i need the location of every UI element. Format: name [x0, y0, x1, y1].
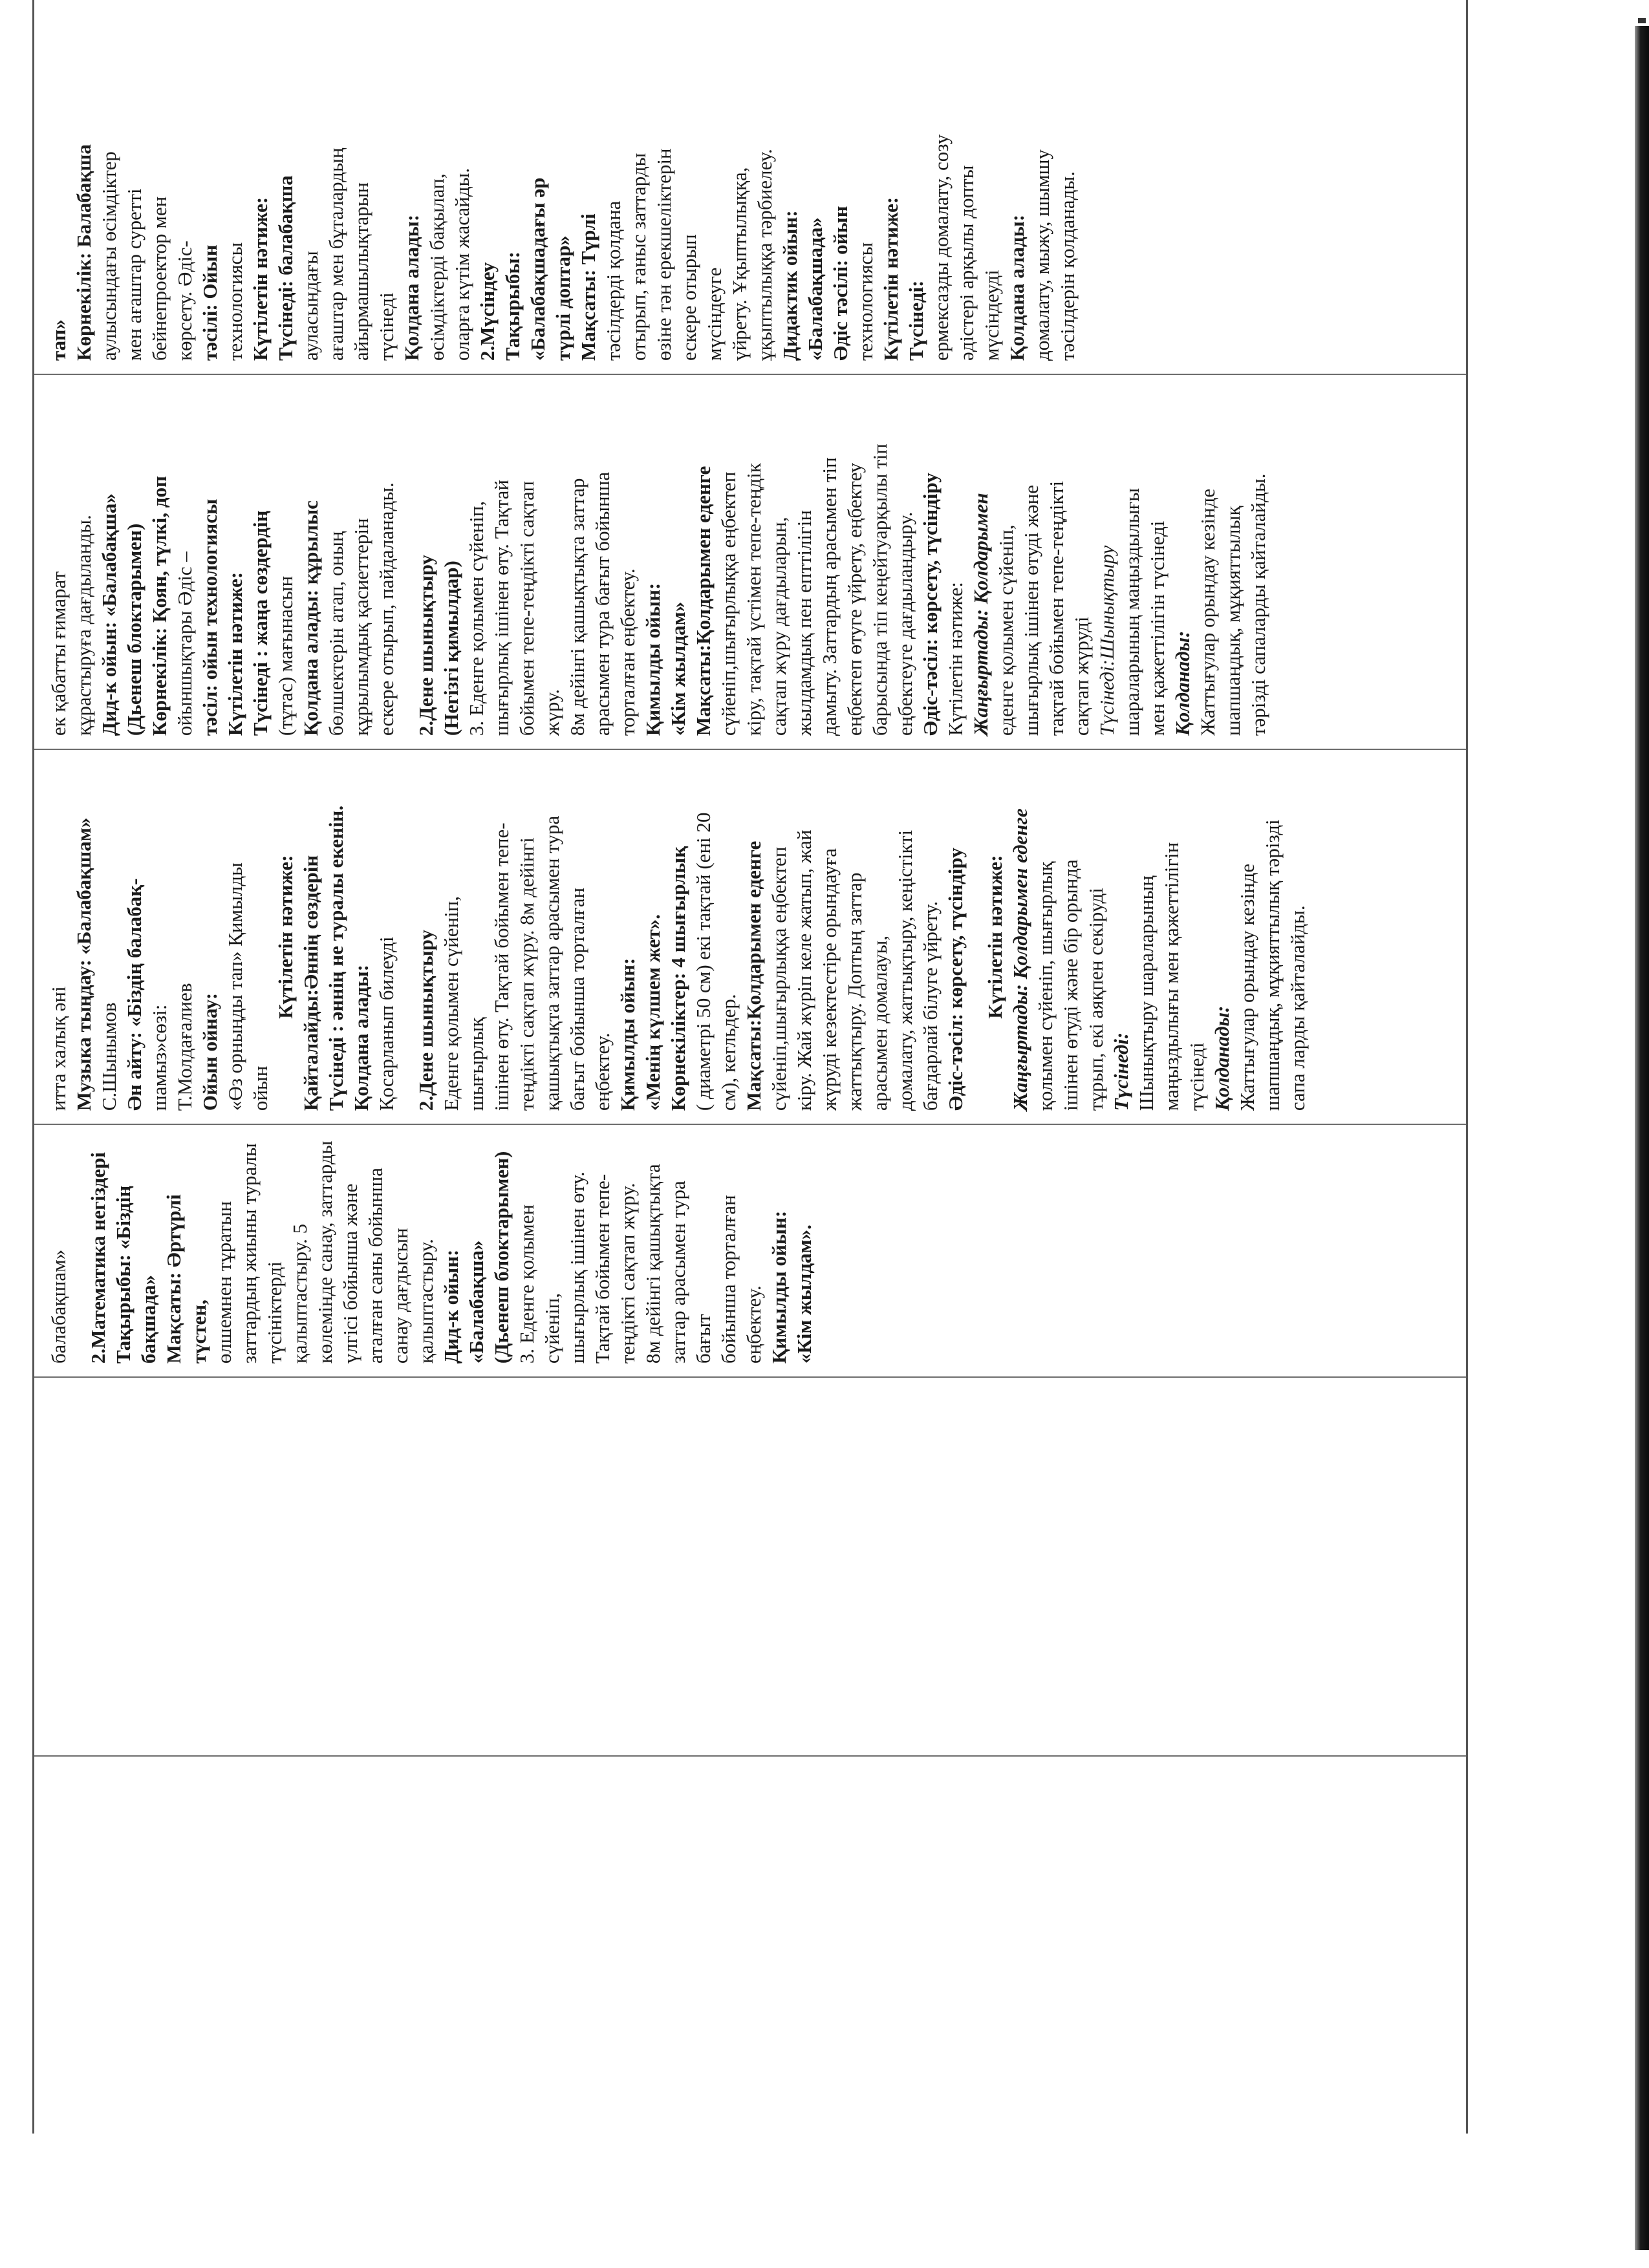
- text-line: бойынша торталған: [717, 1195, 740, 1364]
- text-line: бағыт бойынша торталған: [566, 887, 588, 1111]
- text-line: «Балабақшада»: [804, 217, 826, 361]
- text-line: Күтілетін нәтиже:: [984, 855, 1006, 1019]
- text-line: еңбектеу.: [742, 1285, 765, 1364]
- text-line: сүйеніп,шығырлыққа еңбектеп: [717, 471, 740, 736]
- text-line: итта халық әні: [47, 986, 70, 1111]
- text-line: Күтілетін нәтиже:: [274, 855, 297, 1019]
- text-line: шамыз»сөзі:: [148, 1004, 171, 1111]
- text-line: тәсілі: Ойын: [199, 244, 221, 361]
- text-line: маңыздылығы мен қажеттілігін: [1160, 842, 1183, 1111]
- column-music-pe-lesson: [34, 749, 1467, 1124]
- text-line: көлемінде санау, заттарды: [314, 1140, 336, 1364]
- text-line: айырмашылықтарын: [350, 182, 372, 361]
- text-line: торталған еңбектеу.: [616, 568, 639, 736]
- text-line: сақтап жүру дағдыларын,: [768, 517, 790, 736]
- text-line: Түсінеді:: [905, 280, 927, 361]
- text-line: 2.Математика негіздері: [87, 1152, 109, 1364]
- scanner-edge-shadow: [1635, 26, 1649, 2250]
- text-line: Жаңғыртады: Қолдарымен еденге: [1009, 808, 1031, 1111]
- text-line: бейнепроектор мен: [148, 196, 171, 361]
- text-line: заттардың жиыны туралы: [238, 1143, 261, 1364]
- text-line: ойын: [249, 1065, 272, 1111]
- text-line: Түсінеді:: [1110, 1032, 1132, 1111]
- text-line: шапшаңдық, мұқияттылық: [1222, 506, 1244, 736]
- text-line: тақтай бойымен тепе-теңдікті: [1045, 480, 1068, 736]
- column-nature-modeling-lesson: [34, 0, 1467, 374]
- text-line: тәсілдерін қолданады.: [1056, 171, 1079, 361]
- text-line: мүсіндеуге: [703, 267, 726, 361]
- text-line: жүруді кезектестіре орындауға: [818, 848, 841, 1111]
- text-line: Мақсаты:Қолдарымен еденге: [742, 840, 765, 1111]
- text-line: Түсінеді: балабақша: [274, 175, 297, 361]
- text-line: Қолданады:: [1171, 630, 1194, 736]
- text-line: Көрнекіліктер: 4 шығырлық: [667, 846, 689, 1111]
- text-line: Қайталайды:Әннің сөздерін: [299, 855, 322, 1111]
- text-line: құрылымдық қасиеттерін: [350, 518, 372, 736]
- text-line: Мақсаты: Әртүрлі түстен,: [162, 1194, 210, 1364]
- lesson-plan-table: [32, 0, 1468, 2134]
- text-line: Түсінеді : жаңа сөздердің: [249, 510, 272, 736]
- text-line: Дид-к ойын: «Балабақша»: [440, 1240, 488, 1364]
- text-line: 8м дейінгі қашықтықта: [641, 1164, 664, 1364]
- text-line: Әдіс-тәсіл: көрсету, түсіндіру: [919, 473, 942, 736]
- text-line: Тақтай бойымен тепе-: [591, 1173, 614, 1364]
- text-line: сүйеніп,шығырлыққа еңбектеп: [768, 846, 790, 1111]
- text-line: ескере отырып: [678, 234, 700, 361]
- line-spacer: [399, 763, 413, 1111]
- text-line: жаттықтыру. Доптың заттар: [843, 872, 866, 1111]
- text-line: бойымен тепе-теңдікті сақтап: [515, 481, 538, 736]
- table-row: [34, 0, 1467, 2134]
- text-line: аталған саны бойынша: [364, 1167, 387, 1364]
- text-line: 2.Мүсіндеу: [476, 262, 499, 361]
- text-line: Қимылды ойын:: [768, 1210, 790, 1364]
- text-line: домалату, жаттықтыру, кеңістікті: [894, 829, 916, 1111]
- text-line: ескере отырып, пайдаланады.: [375, 482, 398, 736]
- text-line: Т.Молдағалиев: [173, 983, 196, 1111]
- text-line: ауласындағы: [299, 251, 322, 361]
- text-line: Күтілетін нәтиже:: [944, 582, 967, 736]
- text-line: шығырлық ішінен өту.: [566, 1171, 588, 1364]
- text-line: Жаңғыртады: Қолдарымен: [969, 493, 992, 736]
- text-line: 3. Еденге қолымен сүйеніп,: [515, 1204, 563, 1364]
- text-line: құрастыруға дағдыланды.: [72, 515, 95, 736]
- text-line: шығырлық: [465, 1017, 488, 1111]
- text-line: Көрнекілік: Қоян, түлкі, доп: [148, 476, 171, 736]
- text-line: мүсіндеуді: [980, 270, 1003, 361]
- scan-corner-mark: [1638, 18, 1646, 23]
- text-line: «Кім жылдам»: [667, 601, 689, 736]
- text-line: шапшаңдық, мұқияттылық тәрізді: [1261, 819, 1284, 1111]
- text-line: (тұтас) мағынасын: [274, 575, 297, 736]
- text-line: тәсілдерді қолдана: [602, 200, 625, 361]
- text-line: барысында тіп кеңейтуарқылы тіп: [868, 444, 891, 736]
- text-line: см), кегльдер.: [717, 994, 740, 1111]
- text-line: арасымен тура бағыт бойынша: [591, 471, 614, 736]
- text-line: бағдарлай білуге үйрету.: [919, 901, 942, 1111]
- text-line: (Негізгі қимылдар): [440, 561, 462, 736]
- text-line: «Балабақшадағы әр: [526, 177, 549, 361]
- text-line: еңбектеу.: [591, 1032, 614, 1111]
- text-line: Түсінеді:Шынықтыру: [1095, 545, 1118, 736]
- text-line: ағаштар мен бұталардың: [325, 147, 347, 361]
- text-line: еңбектеп өтуге үйрету, еңбектеу: [843, 462, 866, 736]
- text-line: Дид-к ойын: «Балабақша»: [98, 493, 120, 736]
- text-line: әдістері арқылы допты: [955, 165, 978, 361]
- text-line: үйрету. Ұқыптылыққа,: [728, 167, 751, 361]
- text-line: ұқыптылыққа тәрбиелеу.: [753, 149, 776, 361]
- text-line: көрсету. Әдіс-: [173, 241, 196, 361]
- text-line: Қолдана алады:: [1006, 214, 1028, 361]
- text-line: «Кім жылдам».: [793, 1225, 815, 1364]
- text-line: балабақшам»: [47, 1249, 70, 1364]
- text-line: ек қабатты ғимарат: [47, 571, 70, 736]
- text-line: Күтілетін нәтиже:: [249, 197, 272, 361]
- text-line: ( диаметрі 50 см) екі тақтай (ені 20: [692, 812, 715, 1111]
- text-line: 3. Еденге қолымен сүйеніп,: [465, 500, 488, 736]
- text-line: Қолдана алады:: [400, 214, 423, 361]
- text-line: «Өз орныңды тап» Қимылды: [224, 862, 246, 1111]
- text-line: еңбектеуге дағдыландыру.: [894, 511, 916, 736]
- text-line: түсінеді: [1185, 1042, 1208, 1111]
- text-line: түрлі доптар»: [552, 235, 574, 361]
- text-line: мен қажеттілігін түсінеді: [1146, 520, 1169, 736]
- text-line: қалыптастыру.: [415, 1239, 437, 1364]
- text-line: ішінен өту. Тақтай бойымен тепе-: [490, 822, 513, 1111]
- text-line: қашықтықта заттар арасымен тура: [541, 815, 563, 1111]
- text-line: сапа ларды қайталайды.: [1286, 905, 1309, 1111]
- text-line: Қолдана алады: құрылыс: [299, 500, 322, 736]
- text-line: Еденге қолымен сүйеніп,: [440, 895, 462, 1111]
- column-construction-pe-lesson: [34, 374, 1467, 749]
- text-line: сақтап жүруді: [1070, 616, 1093, 736]
- text-line: технологиясы: [224, 242, 246, 361]
- text-line: Күтілетін нәтиже:: [224, 572, 246, 736]
- column-math-lesson: [34, 1124, 1467, 1377]
- text-line: өсімдіктерді бақылап,: [426, 173, 448, 361]
- text-line: отырып, ғаныс заттарды: [627, 153, 650, 361]
- text-line: шығырлық ішінен өту. Тақтай: [490, 480, 513, 736]
- text-line: Музыка тыңдау: «Балабақшам»: [72, 817, 95, 1111]
- text-line: теңдікті сақтап жүру.: [616, 1182, 639, 1364]
- text-line: өлшемнен тұратын: [213, 1201, 235, 1364]
- text-line: Қолдана алады:: [350, 965, 372, 1111]
- text-line: еденге қолымен сүйеніп,: [995, 524, 1017, 736]
- text-line: ішінен өтуді және бір орында: [1059, 859, 1082, 1111]
- text-line: аулысындағы өсімдіктер: [98, 151, 120, 361]
- text-line: 2.Дене шынықтыру: [415, 930, 437, 1111]
- text-line: Қимылды ойын:: [641, 583, 664, 736]
- text-line: Мақсаты:Қолдарымен еденге: [692, 465, 715, 736]
- text-line: бөлшектерін атап, оның: [325, 531, 347, 736]
- text-line: Әдіс тәсілі: ойын: [829, 206, 852, 361]
- text-line: (Дьенеш блоктарымен): [490, 1151, 513, 1364]
- text-line: заттар арасымен тура бағыт: [667, 1181, 715, 1364]
- text-line: арасымен домалауы,: [868, 935, 891, 1111]
- text-line: бақшада»: [137, 1274, 160, 1364]
- text-line: (Дьенеш блоктарымен): [123, 523, 146, 736]
- text-line: Ән айту: «Біздің балабақ-: [123, 878, 146, 1111]
- text-line: Дидактик ойын:: [779, 210, 801, 361]
- text-line: Ойын ойнау:: [199, 992, 221, 1111]
- text-line: жылдамдық пен епттілігін: [793, 510, 815, 736]
- text-line: Күтілетін нәтиже:: [879, 197, 902, 361]
- text-line: мен ағаштар суреттi: [123, 188, 146, 361]
- text-line: Түсінеді : әннің не туралы екенін.: [325, 805, 347, 1111]
- text-line: түсініктерді қалыптастыру. 5: [263, 1223, 311, 1364]
- text-line: тап»: [47, 319, 70, 361]
- text-line: жүру.: [541, 689, 563, 736]
- rotated-page: [32, 0, 1468, 2134]
- text-line: санау дағдысын: [389, 1228, 412, 1364]
- text-line: домалату, мыжу, шымшу: [1031, 149, 1053, 361]
- text-line: дамыту. Заттардың арасымен тіп: [818, 457, 841, 736]
- text-line: қолымен сүйеніп, шығырлық: [1034, 861, 1057, 1111]
- text-line: оларға күтім жасайды.: [451, 167, 473, 361]
- text-line: Тақырыбы:: [501, 251, 524, 361]
- text-line: Мақсаты: Түрлі: [577, 213, 599, 361]
- empty-cell: [34, 1756, 1467, 2134]
- line-spacer: [71, 1138, 85, 1364]
- text-line: Көрнекілік: Балабақша: [72, 144, 95, 361]
- text-line: С.Шынымов: [98, 1002, 120, 1111]
- text-line: ойыншықтары Әдіс –: [173, 551, 196, 736]
- text-line: Шынықтыру шараларының: [1135, 875, 1158, 1111]
- text-line: Тақырыбы: «Біздің: [112, 1185, 135, 1364]
- text-line: Жаттығулар орындау кезінде: [1196, 488, 1219, 736]
- text-line: өзіне тән ерекшеліктерін: [652, 148, 675, 361]
- text-line: түсінеді: [375, 292, 398, 361]
- text-line: шараларының маңыздылығы: [1121, 487, 1143, 736]
- text-line: ермексазды домалату, созу: [930, 134, 953, 361]
- text-line: Әдіс-тәсіл: көрсету, түсіндіру: [944, 848, 967, 1111]
- text-line: «Менің күлшем жет».: [641, 914, 664, 1111]
- text-line: тәсіл: ойын технологиясы: [199, 498, 221, 736]
- text-line: Қосарланып билеуді: [375, 936, 398, 1111]
- text-line: тәрізді сапаларды қайталайды.: [1247, 473, 1269, 736]
- text-line: теңдікті сақтап жүру. 8м дейінгі: [515, 837, 538, 1111]
- text-line: шығырлық ішінен өтуді және: [1020, 485, 1042, 736]
- text-line: тұрып, екі аяқпен секіруді: [1084, 888, 1107, 1111]
- text-line: Қолданады:: [1211, 1005, 1233, 1111]
- text-line: 8м дейінгі қашықтықта заттар: [566, 478, 588, 736]
- text-line: кіру, тақтай үстімен тепе-теңдік: [742, 463, 765, 736]
- line-spacer: [399, 388, 413, 736]
- line-spacer: [968, 763, 982, 1111]
- text-line: 2.Дене шынықтыру: [415, 554, 437, 736]
- text-line: үлгісі бойынша және: [339, 1183, 361, 1364]
- text-line: технологиясы: [854, 242, 877, 361]
- empty-cell: [34, 1377, 1467, 1755]
- text-line: Қимылды ойын:: [616, 957, 639, 1111]
- text-line: кіру. Жай жүріп келе жатып, жай: [793, 829, 815, 1111]
- text-line: Жаттығулар орындау кезінде: [1236, 863, 1258, 1111]
